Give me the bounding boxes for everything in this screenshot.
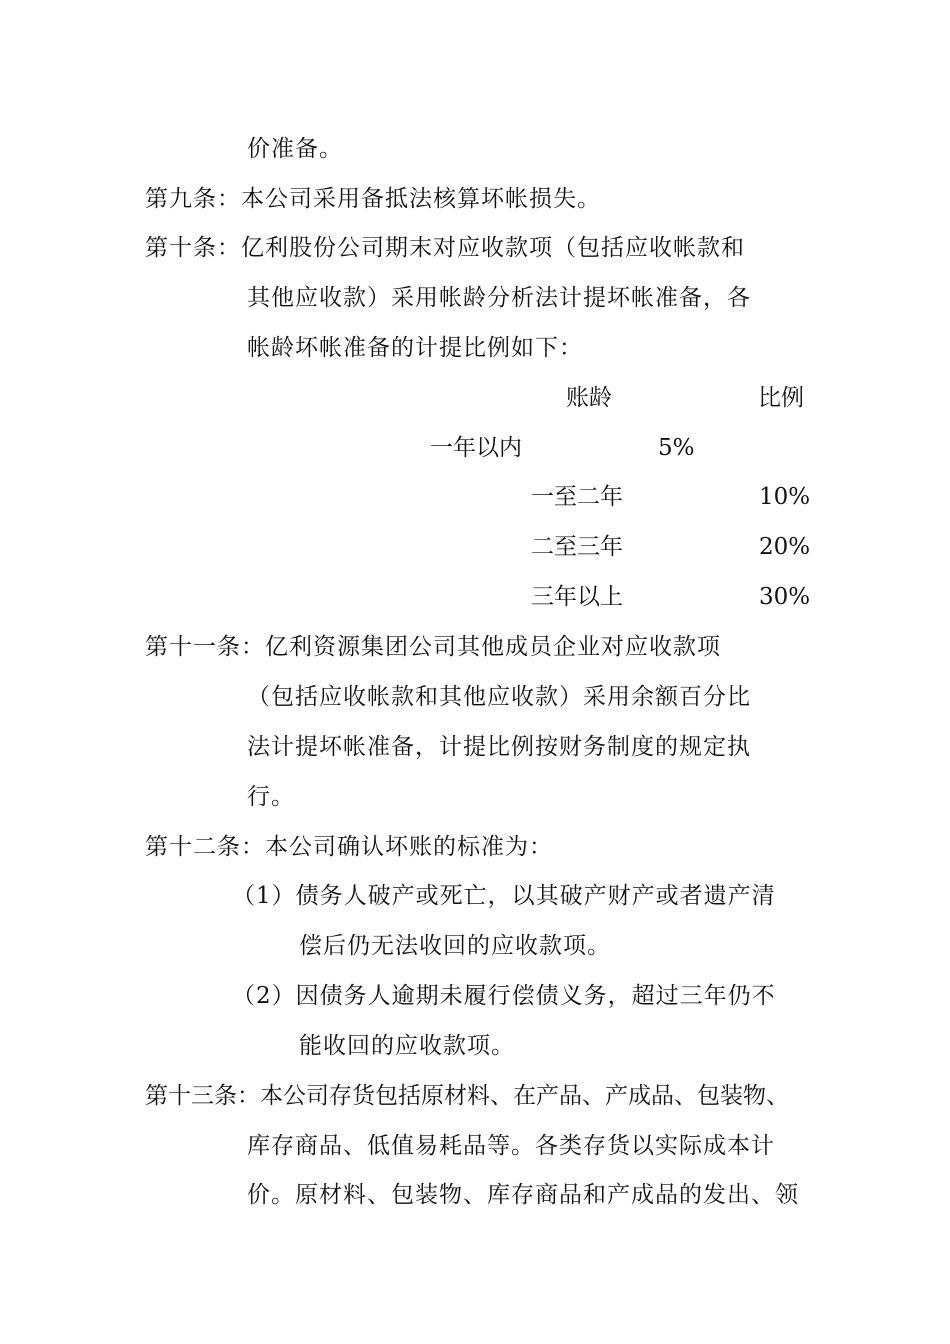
table-cell-ratio: 5% xyxy=(658,435,695,461)
article-11-line-4: 行。 xyxy=(247,784,295,810)
article-10-line-1: 第十条：亿利股份公司期末对应收款项（包括应收帐款和 xyxy=(145,235,745,261)
table-header-age: 账龄 xyxy=(566,385,612,411)
table-cell-age: 三年以上 xyxy=(531,584,623,610)
item-1-line-2: 偿后仍无法收回的应收款项。 xyxy=(299,933,611,959)
table-cell-ratio: 10% xyxy=(759,484,811,510)
article-11-line-3: 法计提坏帐准备，计提比例按财务制度的规定执 xyxy=(247,734,751,760)
article-12-line: 第十二条：本公司确认坏账的标准为： xyxy=(145,834,553,860)
item-1-line-1: （1）债务人破产或死亡，以其破产财产或者遗产清 xyxy=(232,883,776,909)
article-13-line-2: 库存商品、低值易耗品等。各类存货以实际成本计 xyxy=(247,1133,775,1159)
table-cell-ratio: 20% xyxy=(759,534,811,560)
article-10-line-3: 帐龄坏帐准备的计提比例如下： xyxy=(247,335,583,361)
item-2-line-2: 能收回的应收款项。 xyxy=(299,1033,515,1059)
table-cell-ratio: 30% xyxy=(759,584,811,610)
table-header-ratio: 比例 xyxy=(758,385,804,411)
para-continuation-line: 价准备。 xyxy=(247,136,343,162)
article-13-line-3: 价。原材料、包装物、库存商品和产成品的发出、领 xyxy=(247,1182,799,1208)
item-2-line-1: （2）因债务人逾期未履行偿债义务，超过三年仍不 xyxy=(232,983,776,1009)
article-10-line-2: 其他应收款）采用帐龄分析法计提坏帐准备，各 xyxy=(247,285,751,311)
article-9-line: 第九条：本公司采用备抵法核算坏帐损失。 xyxy=(145,186,601,212)
article-13-line-1: 第十三条：本公司存货包括原材料、在产品、产成品、包装物、 xyxy=(145,1083,789,1109)
article-11-line-1: 第十一条：亿利资源集团公司其他成员企业对应收款项 xyxy=(145,634,721,660)
article-11-line-2: （包括应收帐款和其他应收款）采用余额百分比 xyxy=(247,684,751,710)
table-cell-age: 一年以内 xyxy=(430,435,522,461)
table-cell-age: 一至二年 xyxy=(531,484,623,510)
table-cell-age: 二至三年 xyxy=(531,534,623,560)
